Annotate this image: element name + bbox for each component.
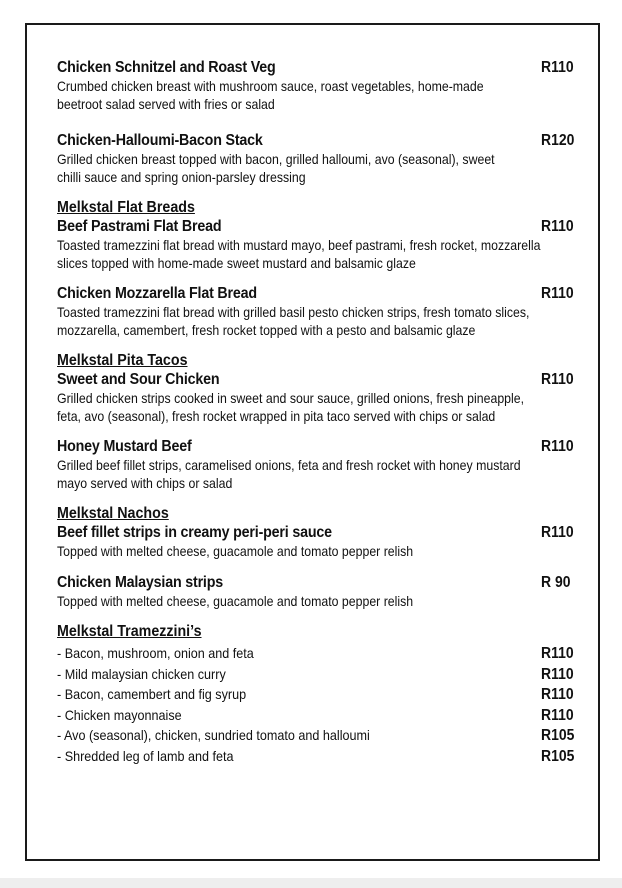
item-description: Topped with melted cheese, guacamole and tomato pepper relish [57,592,414,609]
item-price: R110 [541,524,574,541]
list-item-price: R110 [541,706,574,724]
menu-item [57,573,577,611]
item-description: Crumbed chicken breast with mushroom sauce, roast vegetables, home-made beetroot salad served with fries or salad [57,78,484,112]
list-item [57,705,577,726]
list-item-label: - Bacon, mushroom, onion and feta [57,645,254,661]
list-item-label: - Mild malaysian chicken curry [57,665,226,682]
list-item-price: R105 [541,747,575,765]
list-item-label: - Bacon, camembert and fig syrup [57,686,247,702]
item-title: Sweet and Sour Chicken [57,371,220,388]
menu-item [57,131,577,186]
item-title: Beef Pastrami Flat Bread [57,218,222,235]
menu-content [57,58,577,766]
menu-item [57,370,577,425]
page-bottom-edge [0,878,622,888]
list-item-price: R110 [541,665,574,683]
list-item-price: R105 [541,727,575,744]
list-item-label: - Avo (seasonal), chicken, sundried tomato and halloumi [57,727,370,743]
item-title: Chicken Malaysian strips [57,573,223,591]
item-title: Beef fillet strips in creamy peri-peri sauce [57,524,332,541]
menu-item [57,217,577,272]
item-price: R110 [541,371,574,388]
item-price: R120 [541,132,575,149]
list-item [57,725,577,746]
list-item-label: - Shredded leg of lamb and feta [57,747,234,764]
list-item [57,664,577,685]
list-item [57,746,577,767]
item-description: Topped with melted cheese, guacamole and tomato pepper relish [57,543,414,559]
section-heading-nachos: Melkstal Nachos [57,505,169,522]
list-item [57,684,577,705]
item-title: Honey Mustard Beef [57,438,192,455]
menu-item [57,437,577,492]
section-heading-pita-tacos: Melkstal Pita Tacos [57,352,188,369]
menu-item [57,284,577,339]
list-item-price: R110 [541,686,574,703]
tramezzini-list [57,643,577,766]
section-heading-tramezzini: Melkstal Tramezzini’s [57,623,202,640]
menu-item [57,523,577,561]
list-item [57,643,577,664]
item-description: Toasted tramezzini flat bread with grilled basil pesto chicken strips, fresh tomato slices, mozzarella, camembert, fresh rocket topped with a pesto and balsamic glaze [57,304,530,338]
menu-item [57,58,577,113]
list-item-price: R110 [541,645,574,662]
item-price: R110 [541,438,574,455]
item-description: Grilled chicken breast topped with bacon, grilled halloumi, avo (seasonal), sweet chilli sauce and spring onion-parsley dressing [57,151,495,185]
item-title: Chicken-Halloumi-Bacon Stack [57,132,263,149]
item-title: Chicken Mozzarella Flat Bread [57,285,257,302]
item-description: Grilled chicken strips cooked in sweet and sour sauce, grilled onions, fresh pineapple, feta, avo (seasonal), fresh rocket wrapped in pita taco served with chips or salad [57,390,525,424]
item-description: Grilled beef fillet strips, caramelised onions, feta and fresh rocket with honey mustard mayo served with chips or salad [57,457,521,491]
item-price: R110 [541,59,574,76]
section-heading-flat-breads: Melkstal Flat Breads [57,199,195,216]
item-description: Toasted tramezzini flat bread with mustard mayo, beef pastrami, fresh rocket, mozzarella slices topped with home-made sweet mustard and balsamic glaze [57,237,541,271]
list-item-label: - Chicken mayonnaise [57,706,182,723]
item-title: Chicken Schnitzel and Roast Veg [57,59,276,76]
item-price: R110 [541,218,574,235]
item-price: R 90 [541,573,571,591]
item-price: R110 [541,285,574,302]
